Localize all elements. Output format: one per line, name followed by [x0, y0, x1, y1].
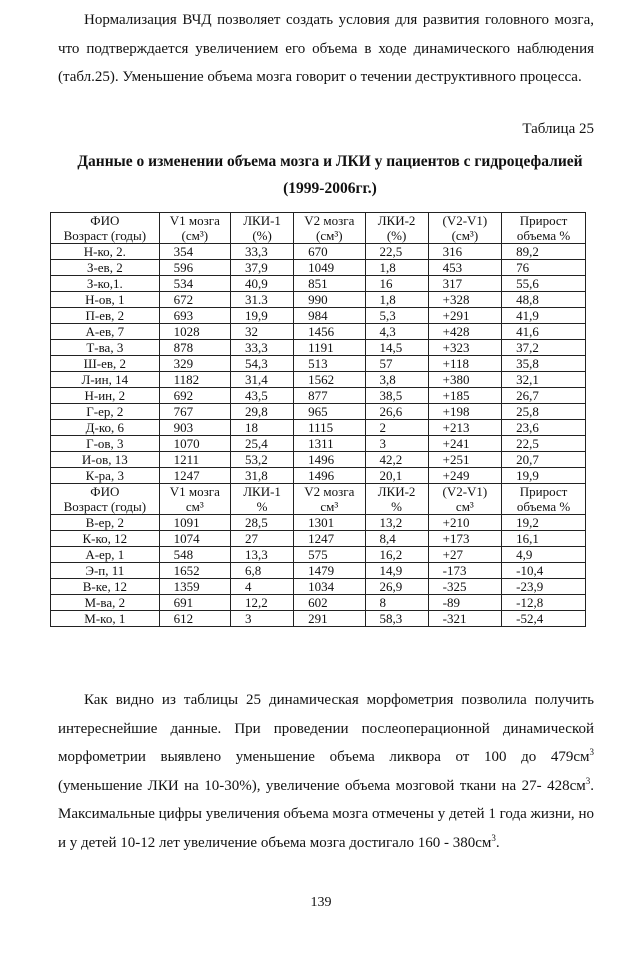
patient-cell: В-ке, 12 — [51, 579, 160, 595]
value-cell: 57 — [365, 356, 428, 372]
superscript-3: 3 — [491, 832, 496, 843]
table-header-row — [51, 213, 586, 244]
patient-cell: Н-ов, 1 — [51, 292, 160, 308]
value-cell: +173 — [428, 531, 501, 547]
patient-cell: М-ва, 2 — [51, 595, 160, 611]
column-header-line: (%) — [386, 228, 407, 243]
value-cell: 20,7 — [502, 452, 586, 468]
value-cell: 22,5 — [502, 436, 586, 452]
value-cell: 1070 — [159, 436, 230, 452]
value-cell: 41,9 — [502, 308, 586, 324]
value-cell: 984 — [294, 308, 365, 324]
value-cell: 693 — [159, 308, 230, 324]
value-cell: 612 — [159, 611, 230, 627]
value-cell: 4 — [231, 579, 294, 595]
column-header-line: (V2-V1) — [442, 213, 488, 228]
table-row — [51, 563, 586, 579]
column-header-line: (см³) — [316, 228, 343, 243]
value-cell: 1496 — [294, 468, 365, 484]
value-cell: 1091 — [159, 515, 230, 531]
column-header — [231, 213, 294, 244]
value-cell: 38,5 — [365, 388, 428, 404]
value-cell: 13,3 — [231, 547, 294, 563]
value-cell: 2 — [365, 420, 428, 436]
value-cell: 19,2 — [502, 515, 586, 531]
value-cell: +27 — [428, 547, 501, 563]
value-cell: 3 — [231, 611, 294, 627]
value-cell: 35,8 — [502, 356, 586, 372]
value-cell: +380 — [428, 372, 501, 388]
conclusion-text-2: (уменьшение ЛКИ на 10-30%), увеличение объема мозговой ткани на 27- 428см — [58, 777, 586, 794]
value-cell: 42,2 — [365, 452, 428, 468]
value-cell: +241 — [428, 436, 501, 452]
value-cell: 1652 — [159, 563, 230, 579]
patient-cell: З-ев, 2 — [51, 260, 160, 276]
table-row — [51, 579, 586, 595]
value-cell: 54,3 — [231, 356, 294, 372]
conclusion-text-4: . — [495, 834, 500, 851]
superscript-3: 3 — [585, 775, 591, 786]
table-row — [51, 244, 586, 260]
table-row — [51, 452, 586, 468]
value-cell: 1359 — [159, 579, 230, 595]
table-row — [51, 468, 586, 484]
value-cell: 534 — [159, 276, 230, 292]
value-cell: 851 — [294, 276, 365, 292]
value-cell: 37,2 — [502, 340, 586, 356]
value-cell: +118 — [428, 356, 501, 372]
patient-cell: А-ев, 7 — [51, 324, 160, 340]
column-header-line: Прирост — [519, 484, 568, 499]
value-cell: 903 — [159, 420, 230, 436]
table-row — [51, 356, 586, 372]
patient-cell: И-ов, 13 — [51, 452, 160, 468]
value-cell: 76 — [502, 260, 586, 276]
patient-cell: Т-ва, 3 — [51, 340, 160, 356]
table-row — [51, 308, 586, 324]
column-header-line: ЛКИ-2 — [377, 213, 416, 228]
value-cell: 1191 — [294, 340, 365, 356]
column-header-line: ЛКИ-2 — [377, 484, 416, 499]
value-cell: 602 — [294, 595, 365, 611]
value-cell: 31,8 — [231, 468, 294, 484]
table-title-line-2: (1999-2006гг.) — [283, 180, 377, 197]
value-cell: 16,2 — [365, 547, 428, 563]
patient-cell: М-ко, 1 — [51, 611, 160, 627]
table-header-row — [51, 484, 586, 515]
column-header — [365, 484, 428, 515]
patient-cell: Д-ко, 6 — [51, 420, 160, 436]
value-cell: 1,8 — [365, 292, 428, 308]
value-cell: 31.3 — [231, 292, 294, 308]
column-header-line: см³ — [455, 499, 474, 514]
value-cell: 1562 — [294, 372, 365, 388]
value-cell: 25,8 — [502, 404, 586, 420]
patient-cell: В-ер, 2 — [51, 515, 160, 531]
patient-cell: А-ер, 1 — [51, 547, 160, 563]
value-cell: 26,9 — [365, 579, 428, 595]
value-cell: -173 — [428, 563, 501, 579]
superscript-3: 3 — [589, 747, 594, 757]
table-row — [51, 595, 586, 611]
value-cell: 41,6 — [502, 324, 586, 340]
value-cell: 32,1 — [502, 372, 586, 388]
column-header-line: ФИО — [90, 213, 120, 228]
value-cell: 1115 — [294, 420, 365, 436]
value-cell: 1247 — [294, 531, 365, 547]
column-header-line: объема % — [516, 499, 571, 514]
column-header — [365, 213, 428, 244]
value-cell: 14,9 — [365, 563, 428, 579]
value-cell: 877 — [294, 388, 365, 404]
value-cell: 1311 — [294, 436, 365, 452]
column-header-line: V1 мозга — [169, 484, 220, 499]
patient-cell: Г-ов, 3 — [51, 436, 160, 452]
table-title-line-1: Данные о изменении объема мозга и ЛКИ у пациентов с гидроцефалией — [77, 153, 583, 170]
value-cell: 3 — [365, 436, 428, 452]
column-header-line: V2 мозга — [304, 484, 355, 499]
value-cell: 23,6 — [502, 420, 586, 436]
value-cell: 1034 — [294, 579, 365, 595]
value-cell: 8,4 — [365, 531, 428, 547]
value-cell: 1456 — [294, 324, 365, 340]
column-header-line: (%) — [252, 228, 272, 243]
value-cell: -321 — [428, 611, 501, 627]
value-cell: +213 — [428, 420, 501, 436]
value-cell: 31,4 — [231, 372, 294, 388]
value-cell: +249 — [428, 468, 501, 484]
column-header-line: см³ — [185, 499, 204, 514]
value-cell: 548 — [159, 547, 230, 563]
value-cell: 3,8 — [365, 372, 428, 388]
value-cell: 878 — [159, 340, 230, 356]
intro-paragraph: Нормализация ВЧД позволяет создать условия для развития головного мозга, что подтверждается увеличением его объема в ходе динамического наблюдения (табл.25). Уменьшение объема мозга говорит о течении деструктивного процесса. — [58, 12, 594, 85]
value-cell: +198 — [428, 404, 501, 420]
value-cell: 1,8 — [365, 260, 428, 276]
value-cell: -325 — [428, 579, 501, 595]
value-cell: +185 — [428, 388, 501, 404]
brain-volume-table — [50, 212, 586, 627]
column-header — [51, 484, 160, 515]
value-cell: 965 — [294, 404, 365, 420]
value-cell: +291 — [428, 308, 501, 324]
table-row — [51, 260, 586, 276]
column-header-line: V2 мозга — [304, 213, 355, 228]
patient-cell: Н-ин, 2 — [51, 388, 160, 404]
value-cell: 767 — [159, 404, 230, 420]
value-cell: 16 — [365, 276, 428, 292]
column-header-line: (см³) — [181, 228, 209, 243]
patient-cell: Л-ин, 14 — [51, 372, 160, 388]
table-row — [51, 372, 586, 388]
column-header — [502, 484, 586, 515]
value-cell: 316 — [428, 244, 501, 260]
value-cell: 692 — [159, 388, 230, 404]
value-cell: 53,2 — [231, 452, 294, 468]
value-cell: 14,5 — [365, 340, 428, 356]
table-row — [51, 340, 586, 356]
value-cell: 19,9 — [231, 308, 294, 324]
value-cell: 1479 — [294, 563, 365, 579]
value-cell: 1247 — [159, 468, 230, 484]
value-cell: 575 — [294, 547, 365, 563]
column-header-line: Возраст (годы) — [63, 499, 147, 514]
value-cell: -12,8 — [502, 595, 586, 611]
patient-cell: Г-ер, 2 — [51, 404, 160, 420]
value-cell: 43,5 — [231, 388, 294, 404]
column-header — [159, 213, 230, 244]
column-header-line: % — [256, 499, 268, 514]
table-caption: Таблица 25 — [522, 121, 594, 137]
patient-cell: Ш-ев, 2 — [51, 356, 160, 372]
value-cell: 16,1 — [502, 531, 586, 547]
value-cell: 4,3 — [365, 324, 428, 340]
column-header-line: объема % — [516, 228, 571, 243]
value-cell: +210 — [428, 515, 501, 531]
column-header — [231, 484, 294, 515]
column-header-line: V1 мозга — [169, 213, 220, 228]
value-cell: 1028 — [159, 324, 230, 340]
table-row — [51, 388, 586, 404]
value-cell: 354 — [159, 244, 230, 260]
table-row — [51, 611, 586, 627]
table-row — [51, 420, 586, 436]
patient-cell: П-ев, 2 — [51, 308, 160, 324]
value-cell: +323 — [428, 340, 501, 356]
table-row — [51, 292, 586, 308]
column-header — [294, 484, 365, 515]
value-cell: 513 — [294, 356, 365, 372]
value-cell: -89 — [428, 595, 501, 611]
value-cell: -52,4 — [502, 611, 586, 627]
value-cell: 291 — [294, 611, 365, 627]
value-cell: 691 — [159, 595, 230, 611]
value-cell: +251 — [428, 452, 501, 468]
value-cell: 990 — [294, 292, 365, 308]
column-header — [502, 213, 586, 244]
value-cell: 37,9 — [231, 260, 294, 276]
conclusion-text-3: . Максимальные цифры увеличения объема мозга отмечены у детей 1 года жизни, но и у детей 10-12 лет увеличение объема мозга достигало 160 - 380см — [58, 777, 594, 851]
value-cell: 26,6 — [365, 404, 428, 420]
page-number: 139 — [310, 895, 332, 910]
conclusion-paragraph — [58, 686, 594, 857]
value-cell: 58,3 — [365, 611, 428, 627]
value-cell: 13,2 — [365, 515, 428, 531]
patient-cell: К-ко, 12 — [51, 531, 160, 547]
value-cell: 27 — [231, 531, 294, 547]
value-cell: 32 — [231, 324, 294, 340]
table-row — [51, 324, 586, 340]
column-header-line: ЛКИ-1 — [243, 213, 281, 228]
value-cell: 20,1 — [365, 468, 428, 484]
value-cell: 1049 — [294, 260, 365, 276]
value-cell: 33,3 — [231, 244, 294, 260]
patient-cell: К-ра, 3 — [51, 468, 160, 484]
value-cell: 55,6 — [502, 276, 586, 292]
value-cell: 317 — [428, 276, 501, 292]
column-header-line: см³ — [320, 499, 339, 514]
column-header — [159, 484, 230, 515]
column-header-line: ФИО — [90, 484, 120, 499]
value-cell: 28,5 — [231, 515, 294, 531]
value-cell: 453 — [428, 260, 501, 276]
value-cell: 329 — [159, 356, 230, 372]
value-cell: 48,8 — [502, 292, 586, 308]
value-cell: -10,4 — [502, 563, 586, 579]
column-header-line: (см³) — [451, 228, 479, 243]
column-header-line: ЛКИ-1 — [243, 484, 281, 499]
value-cell: 5,3 — [365, 308, 428, 324]
table-row — [51, 547, 586, 563]
value-cell: 670 — [294, 244, 365, 260]
value-cell: 18 — [231, 420, 294, 436]
value-cell: 19,9 — [502, 468, 586, 484]
patient-cell: Э-п, 11 — [51, 563, 160, 579]
column-header — [428, 484, 501, 515]
table-row — [51, 276, 586, 292]
patient-cell: Н-ко, 2. — [51, 244, 160, 260]
value-cell: 672 — [159, 292, 230, 308]
value-cell: 596 — [159, 260, 230, 276]
column-header — [51, 213, 160, 244]
value-cell: 25,4 — [231, 436, 294, 452]
value-cell: 1074 — [159, 531, 230, 547]
table-row — [51, 515, 586, 531]
value-cell: 1211 — [159, 452, 230, 468]
conclusion-text-1: Как видно из таблицы 25 динамическая морфометрия позволила получить интереснейшие данные. При проведении послеоперационной динамической морфометрии выявлено уменьшение объема ликвора от 100 до 479см — [58, 692, 594, 765]
column-header-line: (V2-V1) — [442, 484, 488, 499]
column-header — [294, 213, 365, 244]
value-cell: 29,8 — [231, 404, 294, 420]
value-cell: -23,9 — [502, 579, 586, 595]
patient-cell: З-ко,1. — [51, 276, 160, 292]
value-cell: 22,5 — [365, 244, 428, 260]
value-cell: 33,3 — [231, 340, 294, 356]
value-cell: 6,8 — [231, 563, 294, 579]
value-cell: 1496 — [294, 452, 365, 468]
value-cell: 12,2 — [231, 595, 294, 611]
table-title — [40, 148, 620, 202]
value-cell: 8 — [365, 595, 428, 611]
value-cell: +328 — [428, 292, 501, 308]
value-cell: 89,2 — [502, 244, 586, 260]
table-row — [51, 531, 586, 547]
value-cell: 4,9 — [502, 547, 586, 563]
table-row — [51, 436, 586, 452]
column-header-line: Возраст (годы) — [63, 228, 147, 243]
column-header-line: Прирост — [519, 213, 568, 228]
value-cell: 40,9 — [231, 276, 294, 292]
value-cell: 1301 — [294, 515, 365, 531]
value-cell: 26,7 — [502, 388, 586, 404]
column-header — [428, 213, 501, 244]
table-row — [51, 404, 586, 420]
value-cell: +428 — [428, 324, 501, 340]
value-cell: 1182 — [159, 372, 230, 388]
column-header-line: % — [391, 499, 402, 514]
